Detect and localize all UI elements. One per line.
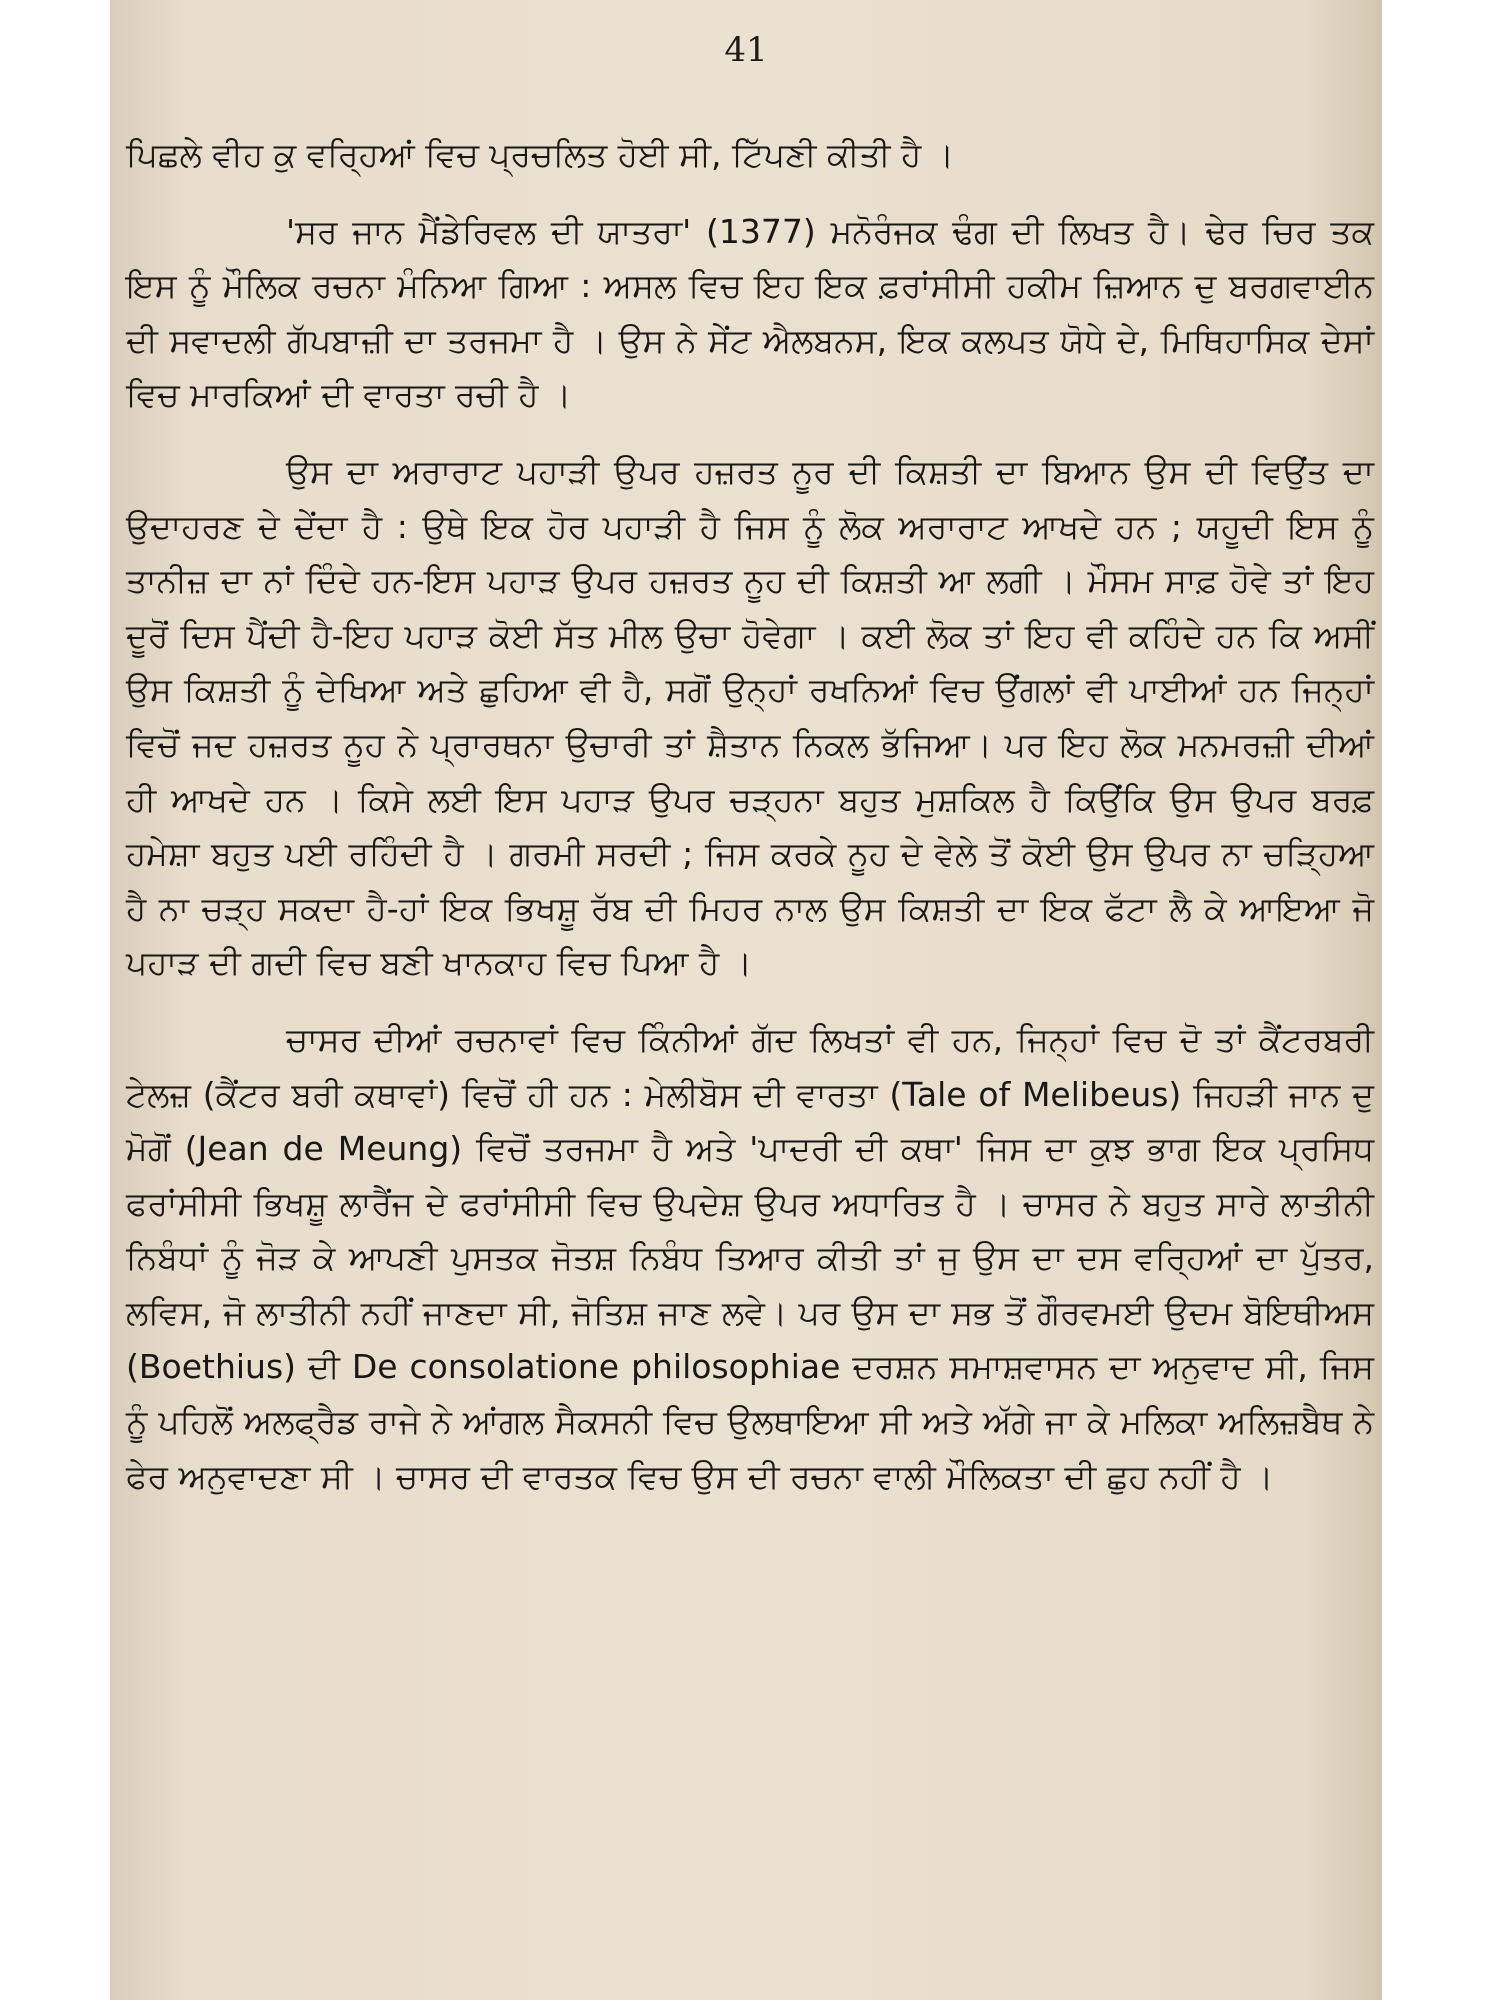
book-page [110, 0, 1382, 2000]
paragraph-continuation: ਪਿਛਲੇ ਵੀਹ ਕੁ ਵਰ੍ਹਿਆਂ ਵਿਚ ਪ੍ਰਚਲਿਤ ਹੋਈ ਸੀ, ਟਿੱਪਣੀ ਕੀਤੀ ਹੈ । [126, 135, 954, 174]
paragraph-mandeville: 'ਸਰ ਜਾਨ ਮੈਂਡੇਰਿਵਲ ਦੀ ਯਾਤਰਾ' (1377) ਮਨੋਰੰਜਕ ਢੰਗ ਦੀ ਲਿਖਤ ਹੈ। ਢੇਰ ਚਿਰ ਤਕ ਇਸ ਨੂੰ ਮੌਲਿਕ ਰਚਨਾ ਮੰਨਿਆ ਗਿਆ : ਅਸਲ ਵਿਚ ਇਹ ਇਕ ਫ਼ਰਾਂਸੀਸੀ ਹਕੀਮ ਜ਼ਿਆਨ ਦੁ ਬਰਗਵਾਈਨ ਦੀ ਸਵਾਦਲੀ ਗੱਪਬਾਜ਼ੀ ਦਾ ਤਰਜਮਾ ਹੈ । ਉਸ ਨੇ ਸੇਂਟ ਐਲਬਨਸ, ਇਕ ਕਲਪਤ ਯੋਧੇ ਦੇ, ਮਿਥਿਹਾਸਿਕ ਦੇਸਾਂ ਵਿਚ ਮਾਰਕਿਆਂ ਦੀ ਵਾਰਤਾ ਰਚੀ ਹੈ । [126, 211, 1374, 415]
paragraph-chaucer-prose: ਚਾਸਰ ਦੀਆਂ ਰਚਨਾਵਾਂ ਵਿਚ ਕਿੰਨੀਆਂ ਗੱਦ ਲਿਖਤਾਂ ਵੀ ਹਨ, ਜਿਨ੍ਹਾਂ ਵਿਚ ਦੋ ਤਾਂ ਕੈਂਟਰਬਰੀ ਟੇਲਜ਼ (ਕੈਂਟਰ ਬਰੀ ਕਥਾਵਾਂ) ਵਿਚੋਂ ਹੀ ਹਨ : ਮੇਲੀਬੋਸ ਦੀ ਵਾਰਤਾ (Tale of Melibeus) ਜਿਹੜੀ ਜਾਨ ਦੁ ਮੋਗੋਂ (Jean de Meung) ਵਿਚੋਂ ਤਰਜਮਾ ਹੈ ਅਤੇ 'ਪਾਦਰੀ ਦੀ ਕਥਾ' ਜਿਸ ਦਾ ਕੁਝ ਭਾਗ ਇਕ ਪ੍ਰਸਿਧ ਫਰਾਂਸੀਸੀ ਭਿਖਸ਼ੂ ਲਾਰੈਂਜ ਦੇ ਫਰਾਂਸੀਸੀ ਵਿਚ ਉਪਦੇਸ਼ ਉਪਰ ਅਧਾਰਿਤ ਹੈ । ਚਾਸਰ ਨੇ ਬਹੁਤ ਸਾਰੇ ਲਾਤੀਨੀ ਨਿਬੰਧਾਂ ਨੂੰ ਜੋੜ ਕੇ ਆਪਣੀ ਪੁਸਤਕ ਜੋਤਸ਼ ਨਿਬੰਧ ਤਿਆਰ ਕੀਤੀ ਤਾਂ ਜੁ ਉਸ ਦਾ ਦਸ ਵਰ੍ਹਿਆਂ ਦਾ ਪੁੱਤਰ, ਲਵਿਸ, ਜੋ ਲਾਤੀਨੀ ਨਹੀਂ ਜਾਣਦਾ ਸੀ, ਜੋਤਿਸ਼ ਜਾਣ ਲਵੇ। ਪਰ ਉਸ ਦਾ ਸਭ ਤੋਂ ਗੌਰਵਮਈ ਉਦਮ ਬੋਇਥੀਅਸ (Boethius) ਦੀ De consolatione philosophiae ਦਰਸ਼ਨ ਸਮਾਸ਼ਵਾਸਨ ਦਾ ਅਨੁਵਾਦ ਸੀ, ਜਿਸ ਨੂੰ ਪਹਿਲੋਂ ਅਲਫ੍ਰੈਡ ਰਾਜੇ ਨੇ ਆਂਗਲ ਸੈਕਸਨੀ ਵਿਚ ਉਲਥਾਇਆ ਸੀ ਅਤੇ ਅੱਗੇ ਜਾ ਕੇ ਮਲਿਕਾ ਅਲਿਜ਼ਬੈਥ ਨੇ ਫੇਰ ਅਨੁਵਾਦਣਾ ਸੀ । ਚਾਸਰ ਦੀ ਵਾਰਤਕ ਵਿਚ ਉਸ ਦੀ ਰਚਨਾ ਵਾਲੀ ਮੌਲਿਕਤਾ ਦੀ ਛੁਹ ਨਹੀਂ ਹੈ । [126, 1019, 1375, 1496]
page-number: 41 [724, 30, 768, 70]
paragraph-ararat: ਉਸ ਦਾ ਅਰਾਰਾਟ ਪਹਾੜੀ ਉਪਰ ਹਜ਼ਰਤ ਨੂਰ ਦੀ ਕਿਸ਼ਤੀ ਦਾ ਬਿਆਨ ਉਸ ਦੀ ਵਿਉਂਤ ਦਾ ਉਦਾਹਰਣ ਦੇ ਦੇਂਦਾ ਹੈ : ਉਥੇ ਇਕ ਹੋਰ ਪਹਾੜੀ ਹੈ ਜਿਸ ਨੂੰ ਲੋਕ ਅਰਾਰਾਟ ਆਖਦੇ ਹਨ ; ਯਹੂਦੀ ਇਸ ਨੂੰ ਤਾਨੀਜ਼ ਦਾ ਨਾਂ ਦਿੰਦੇ ਹਨ-ਇਸ ਪਹਾੜ ਉਪਰ ਹਜ਼ਰਤ ਨੂਹ ਦੀ ਕਿਸ਼ਤੀ ਆ ਲਗੀ । ਮੌਸਮ ਸਾਫ਼ ਹੋਵੇ ਤਾਂ ਇਹ ਦੂਰੋਂ ਦਿਸ ਪੈਂਦੀ ਹੈ-ਇਹ ਪਹਾੜ ਕੋਈ ਸੱਤ ਮੀਲ ਉਚਾ ਹੋਵੇਗਾ । ਕਈ ਲੋਕ ਤਾਂ ਇਹ ਵੀ ਕਹਿੰਦੇ ਹਨ ਕਿ ਅਸੀਂ ਉਸ ਕਿਸ਼ਤੀ ਨੂੰ ਦੇਖਿਆ ਅਤੇ ਛੁਹਿਆ ਵੀ ਹੈ, ਸਗੋਂ ਉਨ੍ਹਾਂ ਰਖਨਿਆਂ ਵਿਚ ਉਂਗਲਾਂ ਵੀ ਪਾਈਆਂ ਹਨ ਜਿਨ੍ਹਾਂ ਵਿਚੋਂ ਜਦ ਹਜ਼ਰਤ ਨੂਹ ਨੇ ਪ੍ਰਾਰਥਨਾ ਉਚਾਰੀ ਤਾਂ ਸ਼ੈਤਾਨ ਨਿਕਲ ਭੱਜਿਆ। ਪਰ ਇਹ ਲੋਕ ਮਨਮਰਜ਼ੀ ਦੀਆਂ ਹੀ ਆਖਦੇ ਹਨ । ਕਿਸੇ ਲਈ ਇਸ ਪਹਾੜ ਉਪਰ ਚੜ੍ਹਨਾ ਬਹੁਤ ਮੁਸ਼ਕਿਲ ਹੈ ਕਿਉਂਕਿ ਉਸ ਉਪਰ ਬਰਫ਼ ਹਮੇਸ਼ਾ ਬਹੁਤ ਪਈ ਰਹਿੰਦੀ ਹੈ । ਗਰਮੀ ਸਰਦੀ ; ਜਿਸ ਕਰਕੇ ਨੂਹ ਦੇ ਵੇਲੇ ਤੋਂ ਕੋਈ ਉਸ ਉਪਰ ਨਾ ਚੜ੍ਹਿਆ ਹੈ ਨਾ ਚੜ੍ਹ ਸਕਦਾ ਹੈ-ਹਾਂ ਇਕ ਭਿਖਸ਼ੂ ਰੱਬ ਦੀ ਮਿਹਰ ਨਾਲ ਉਸ ਕਿਸ਼ਤੀ ਦਾ ਇਕ ਫੱਟਾ ਲੈ ਕੇ ਆਇਆ ਜੋ ਪਹਾੜ ਦੀ ਗਦੀ ਵਿਚ ਬਣੀ ਖਾਨਕਾਹ ਵਿਚ ਪਿਆ ਹੈ । [126, 451, 1374, 983]
page-body [126, 128, 1374, 1504]
